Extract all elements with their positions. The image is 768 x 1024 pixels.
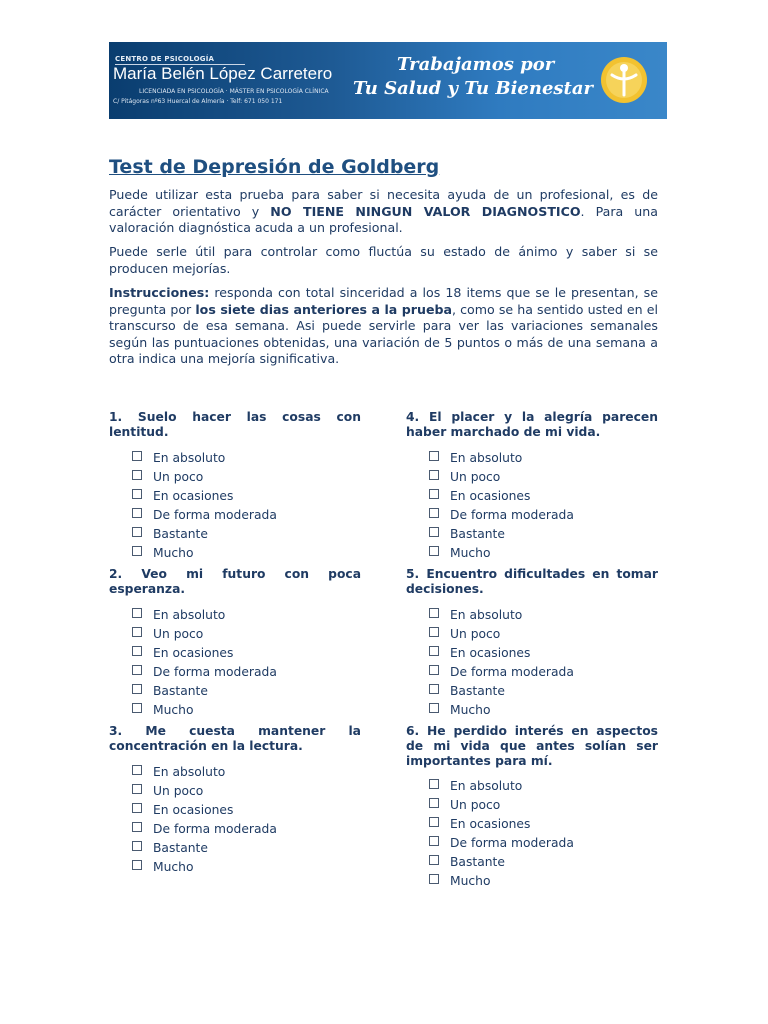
option-en-ocasiones[interactable] xyxy=(132,486,277,505)
checkbox[interactable] xyxy=(132,784,142,794)
option-label: Mucho xyxy=(153,859,194,874)
slogan-line2: Tu Salud y Tu Bienestar xyxy=(353,78,593,99)
option-label: De forma moderada xyxy=(153,507,277,522)
checkbox[interactable] xyxy=(429,855,439,865)
option-de-forma-moderada[interactable] xyxy=(429,833,574,852)
option-label: Bastante xyxy=(153,683,208,698)
question-5-options xyxy=(429,605,574,719)
option-bastante[interactable] xyxy=(132,838,277,857)
instructions-emphasis: los siete dias anteriores a la prueba xyxy=(195,301,453,317)
option-label: En absoluto xyxy=(450,607,523,622)
checkbox[interactable] xyxy=(132,470,142,480)
option-label: Mucho xyxy=(450,702,491,717)
intro-paragraph-2: Puede serle útil para controlar como fluctúa su estado de ánimo y saber si se producen mejorías. xyxy=(109,244,658,276)
question-2-options xyxy=(132,605,277,719)
option-label: De forma moderada xyxy=(450,835,574,850)
option-label: En absoluto xyxy=(450,778,523,793)
option-label: En ocasiones xyxy=(450,645,531,660)
option-un-poco[interactable] xyxy=(429,624,574,643)
checkbox[interactable] xyxy=(429,508,439,518)
option-bastante[interactable] xyxy=(429,681,574,700)
checkbox[interactable] xyxy=(132,508,142,518)
option-en-ocasiones[interactable] xyxy=(429,643,574,662)
option-label: Mucho xyxy=(450,545,491,560)
question-4: 4. El placer y la alegría parecen haber marchado de mi vida. xyxy=(406,410,658,439)
checkbox[interactable] xyxy=(429,817,439,827)
option-label: En absoluto xyxy=(153,764,226,779)
option-mucho[interactable] xyxy=(132,857,277,876)
checkbox[interactable] xyxy=(132,546,142,556)
checkbox[interactable] xyxy=(429,489,439,499)
option-bastante[interactable] xyxy=(429,852,574,871)
checkbox[interactable] xyxy=(132,684,142,694)
checkbox[interactable] xyxy=(132,489,142,499)
checkbox[interactable] xyxy=(429,546,439,556)
option-en-ocasiones[interactable] xyxy=(132,643,277,662)
checkbox[interactable] xyxy=(132,841,142,851)
option-mucho[interactable] xyxy=(132,543,277,562)
credentials: LICENCIADA EN PSICOLOGÍA · MÁSTER EN PSICOLOGÍA CLÍNICA xyxy=(139,88,329,95)
option-label: En absoluto xyxy=(153,450,226,465)
checkbox[interactable] xyxy=(429,608,439,618)
option-label: Bastante xyxy=(153,840,208,855)
option-label: Bastante xyxy=(153,526,208,541)
checkbox[interactable] xyxy=(429,627,439,637)
checkbox[interactable] xyxy=(429,703,439,713)
option-en-ocasiones[interactable] xyxy=(132,800,277,819)
checkbox[interactable] xyxy=(132,451,142,461)
option-label: De forma moderada xyxy=(450,664,574,679)
option-label: En ocasiones xyxy=(450,816,531,831)
instructions-text: , como se ha sentido usted en el transcurso de esa semana. Asi puede servirle para ver las variaciones semanales según las puntuaciones obtenidas, una variación de 5 puntos o más de una semana a otra indica una mejoría significativa. xyxy=(109,301,659,366)
option-label: En ocasiones xyxy=(153,488,234,503)
question-4-options xyxy=(429,448,574,562)
question-3: 3. Me cuesta mantener la concentración en la lectura. xyxy=(109,724,361,753)
checkbox[interactable] xyxy=(132,665,142,675)
instructions-text: responda con total sinceridad a los 18 items que se le presentan, se pregunta por xyxy=(109,285,658,317)
instructions-label: Instrucciones: xyxy=(109,285,210,300)
option-de-forma-moderada[interactable] xyxy=(429,662,574,681)
option-un-poco[interactable] xyxy=(429,795,574,814)
checkbox[interactable] xyxy=(429,470,439,480)
question-5: 5. Encuentro dificultades en tomar decisiones. xyxy=(406,567,658,596)
option-de-forma-moderada[interactable] xyxy=(429,505,574,524)
header-banner xyxy=(109,42,667,119)
option-un-poco[interactable] xyxy=(132,467,277,486)
option-de-forma-moderada[interactable] xyxy=(132,662,277,681)
question-6-options xyxy=(429,776,574,890)
option-mucho[interactable] xyxy=(429,543,574,562)
intro-paragraph-1 xyxy=(109,187,658,237)
checkbox[interactable] xyxy=(429,779,439,789)
option-label: Mucho xyxy=(153,545,194,560)
option-label: Mucho xyxy=(450,873,491,888)
intro-text: . Para una valoración diagnóstica acuda a un profesional. xyxy=(109,203,658,235)
option-en-absoluto[interactable] xyxy=(429,605,574,624)
option-en-absoluto[interactable] xyxy=(132,762,277,781)
checkbox[interactable] xyxy=(132,627,142,637)
checkbox[interactable] xyxy=(132,703,142,713)
option-bastante[interactable] xyxy=(132,681,277,700)
option-de-forma-moderada[interactable] xyxy=(132,505,277,524)
option-mucho[interactable] xyxy=(429,700,574,719)
question-1: 1. Suelo hacer las cosas con lentitud. xyxy=(109,410,361,439)
question-1-options xyxy=(132,448,277,562)
option-un-poco[interactable] xyxy=(132,624,277,643)
option-en-ocasiones[interactable] xyxy=(429,814,574,833)
checkbox[interactable] xyxy=(429,527,439,537)
option-bastante[interactable] xyxy=(132,524,277,543)
option-label: Bastante xyxy=(450,683,505,698)
intro-text: Puede utilizar esta prueba para saber si necesita ayuda de un profesional, es de carácter orientativo y xyxy=(109,187,658,219)
option-label: En ocasiones xyxy=(153,802,234,817)
option-en-absoluto[interactable] xyxy=(132,448,277,467)
option-en-absoluto[interactable] xyxy=(429,776,574,795)
option-label: En ocasiones xyxy=(450,488,531,503)
option-bastante[interactable] xyxy=(429,524,574,543)
option-un-poco[interactable] xyxy=(132,781,277,800)
option-label: Mucho xyxy=(153,702,194,717)
checkbox[interactable] xyxy=(429,874,439,884)
option-un-poco[interactable] xyxy=(429,467,574,486)
option-label: Un poco xyxy=(153,626,204,641)
option-mucho[interactable] xyxy=(429,871,574,890)
checkbox[interactable] xyxy=(132,646,142,656)
option-label: Bastante xyxy=(450,526,505,541)
option-label: Un poco xyxy=(153,783,204,798)
option-label: Un poco xyxy=(450,469,501,484)
checkbox[interactable] xyxy=(132,608,142,618)
slogan-line1: Trabajamos por xyxy=(397,54,555,75)
option-label: De forma moderada xyxy=(450,507,574,522)
checkbox[interactable] xyxy=(429,451,439,461)
checkbox[interactable] xyxy=(429,798,439,808)
option-label: En absoluto xyxy=(153,607,226,622)
option-label: Un poco xyxy=(153,469,204,484)
option-label: Bastante xyxy=(450,854,505,869)
checkbox[interactable] xyxy=(429,836,439,846)
option-label: Un poco xyxy=(450,797,501,812)
option-en-absoluto[interactable] xyxy=(132,605,277,624)
option-label: En ocasiones xyxy=(153,645,234,660)
option-label: De forma moderada xyxy=(153,821,277,836)
logo-icon xyxy=(599,55,649,105)
checkbox[interactable] xyxy=(132,527,142,537)
center-label: CENTRO DE PSICOLOGÍA xyxy=(115,55,215,63)
option-label: Un poco xyxy=(450,626,501,641)
address: C/ Pitágoras nº63 Huercal de Almería · Telf: 671 050 171 xyxy=(113,98,283,105)
option-de-forma-moderada[interactable] xyxy=(132,819,277,838)
option-label: De forma moderada xyxy=(153,664,277,679)
checkbox[interactable] xyxy=(132,803,142,813)
checkbox[interactable] xyxy=(132,765,142,775)
checkbox[interactable] xyxy=(429,665,439,675)
page-title: Test de Depresión de Goldberg xyxy=(109,156,440,178)
question-6: 6. He perdido interés en aspectos de mi vida que antes solían ser importantes para mí. xyxy=(406,724,658,768)
checkbox[interactable] xyxy=(429,684,439,694)
checkbox[interactable] xyxy=(429,646,439,656)
checkbox[interactable] xyxy=(132,822,142,832)
question-2: 2. Veo mi futuro con poca esperanza. xyxy=(109,567,361,596)
psychologist-name: María Belén López Carretero xyxy=(113,64,333,83)
question-3-options xyxy=(132,762,277,876)
option-en-ocasiones[interactable] xyxy=(429,486,574,505)
option-mucho[interactable] xyxy=(132,700,277,719)
intro-emphasis: NO TIENE NINGUN VALOR DIAGNOSTICO xyxy=(270,203,581,219)
checkbox[interactable] xyxy=(132,860,142,870)
option-label: En absoluto xyxy=(450,450,523,465)
option-en-absoluto[interactable] xyxy=(429,448,574,467)
instructions-paragraph xyxy=(109,285,658,368)
